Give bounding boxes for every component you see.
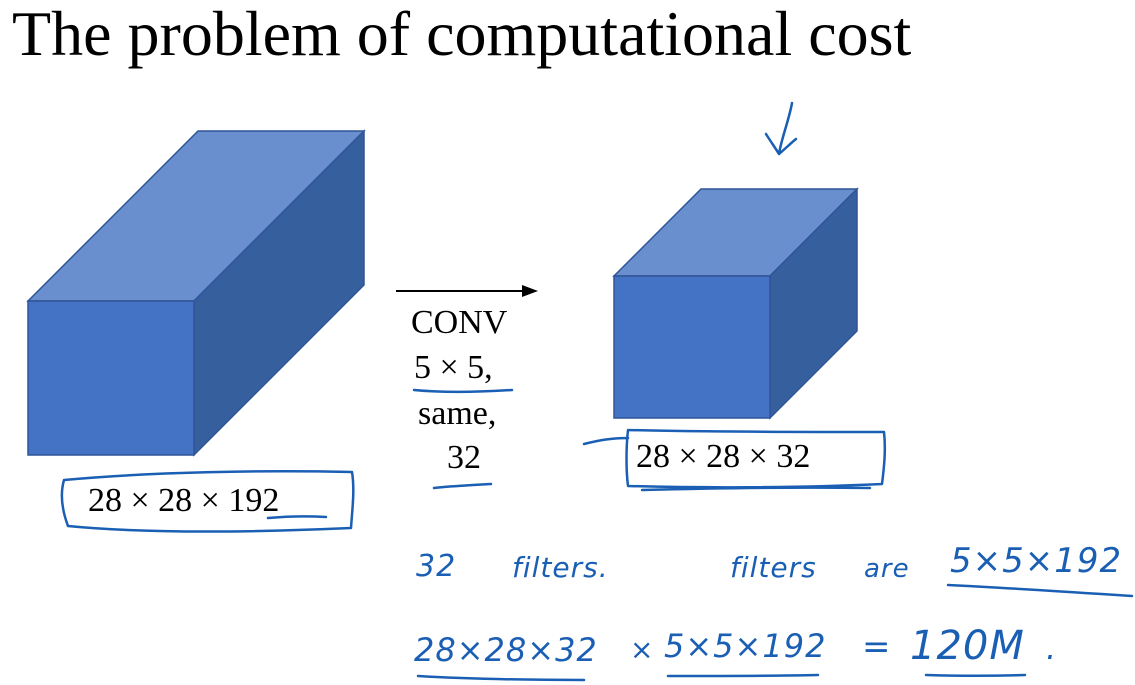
conv-arrow (396, 285, 538, 297)
annotation-are-word: are (864, 554, 910, 584)
annotation-calc-left: 28×28×32 (414, 631, 598, 669)
underline-calc-right (668, 675, 818, 676)
underline-filter-size (948, 585, 1132, 596)
conv-filter-count-label: 32 (447, 439, 481, 476)
annotation-filters-are: filters (730, 551, 817, 584)
underline-calc-left (418, 676, 584, 680)
output-box-underline (642, 488, 870, 490)
annotation-calc-dot: . (1046, 629, 1058, 667)
output-volume-label: 28 × 28 × 32 (636, 438, 811, 475)
annotation-filters-count: 32 (416, 549, 457, 584)
input-volume-cube (28, 131, 364, 455)
output-cube-front (614, 276, 770, 418)
input-cube-front (28, 301, 194, 455)
annotation-calc-right: 5×5×192 (664, 627, 827, 665)
annotation-calc-mult: × (630, 633, 655, 666)
hand-down-arrow (766, 103, 796, 154)
annotation-calc-equals: = (862, 627, 892, 667)
underline-5x5 (414, 390, 512, 392)
underline-32 (434, 484, 491, 488)
annotation-filters-word: filters. (512, 551, 609, 584)
output-volume-cube (614, 189, 857, 418)
conv-filter-size-label: 5 × 5, (414, 349, 493, 386)
underline-result (926, 675, 1025, 676)
conv-padding-label: same, (418, 395, 497, 432)
annotation-filter-size: 5×5×192 (950, 541, 1123, 581)
input-volume-label: 28 × 28 × 192 (88, 482, 280, 519)
page-title: The problem of computational cost (12, 0, 912, 69)
annotation-calc-result: 120M (910, 623, 1025, 669)
conv-type-label: CONV (411, 304, 508, 341)
